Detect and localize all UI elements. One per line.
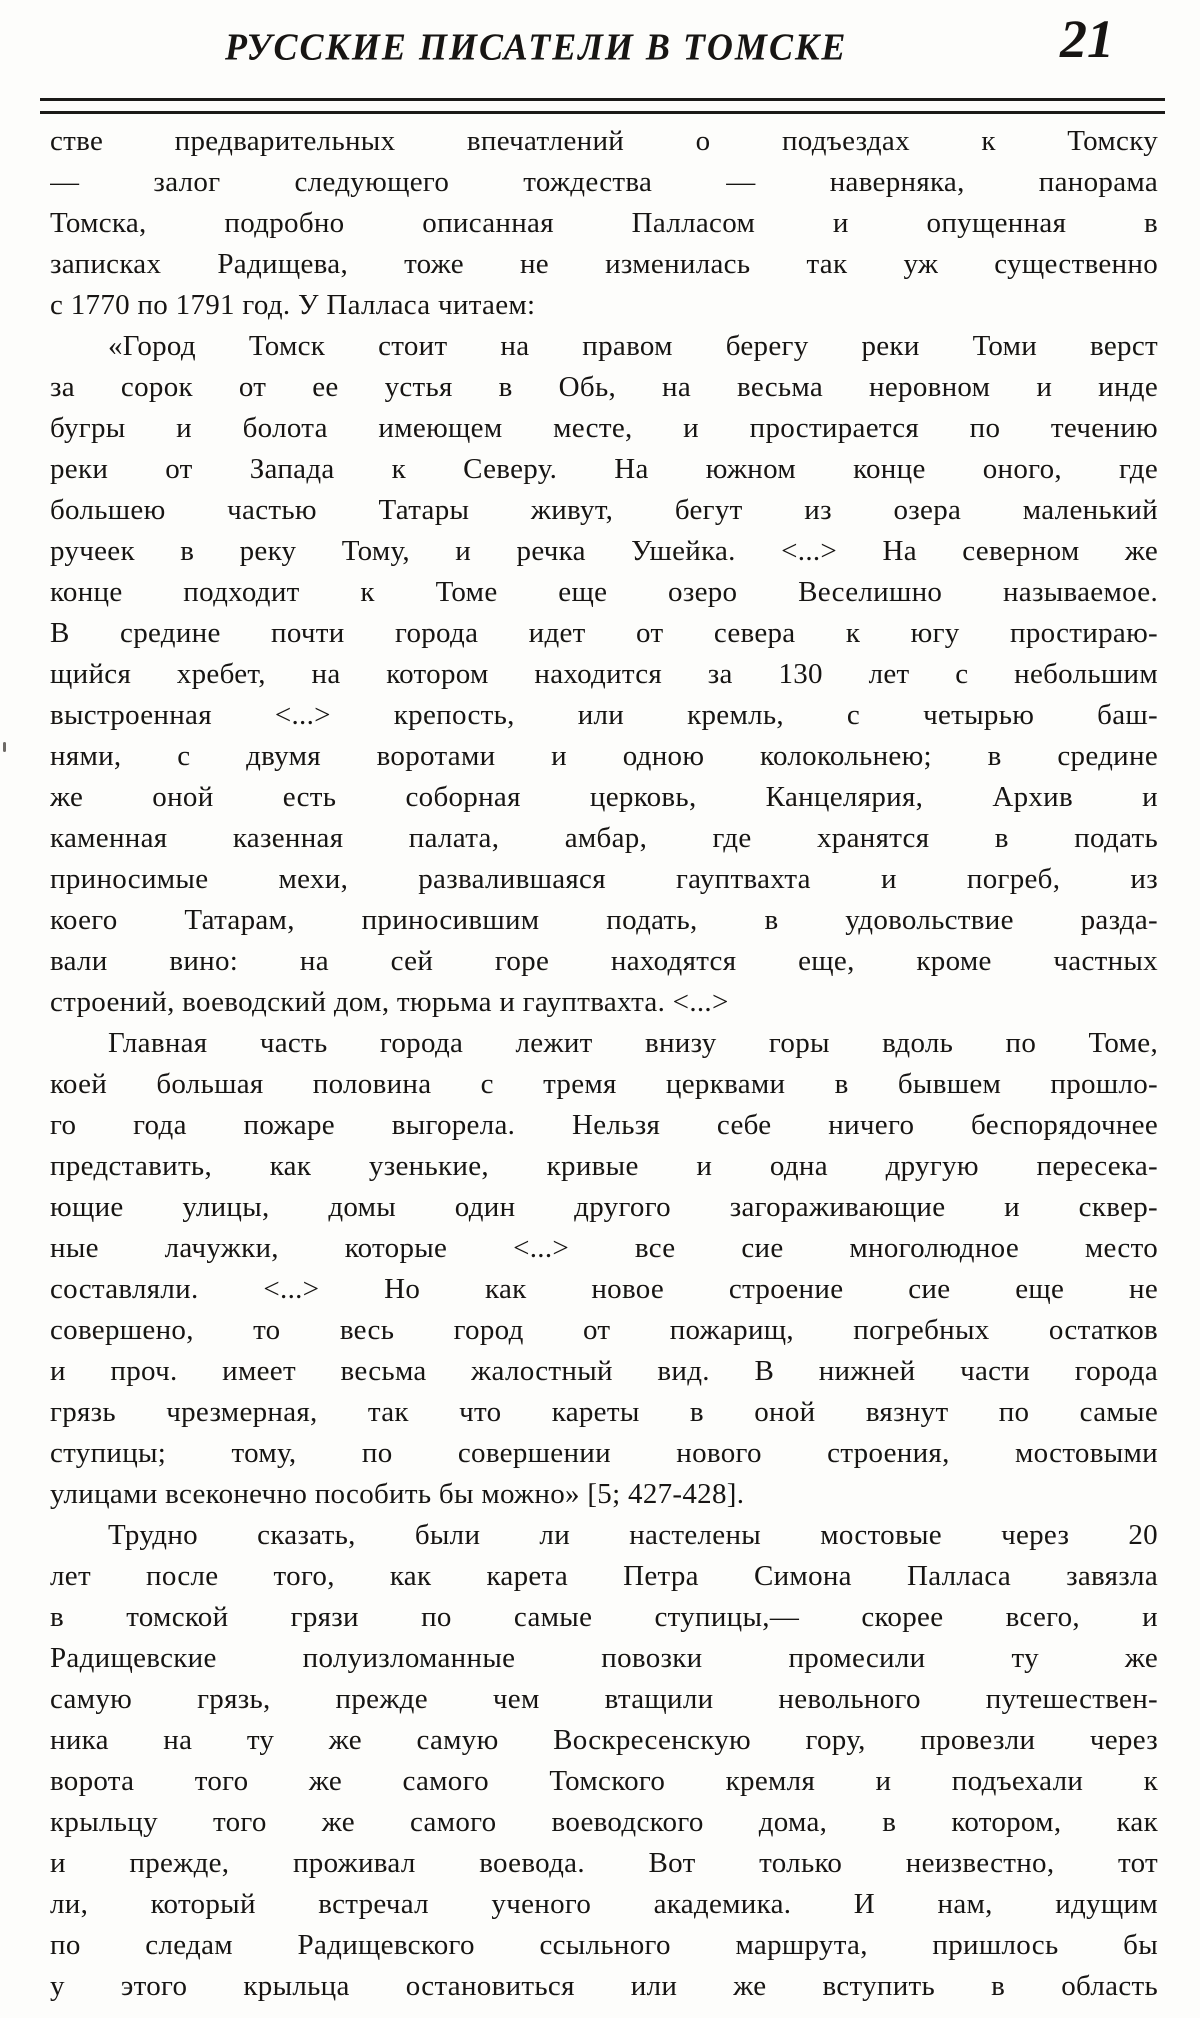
text-line: стве предварительных впечатлений о подъездах к Томску xyxy=(50,125,1158,157)
text-line: щийся хребет, на котором находится за 130 лет с небольшим xyxy=(50,658,1158,690)
text-line: В средине почти города идет от севера к югу простираю- xyxy=(50,617,1158,649)
text-line: у этого крыльца остановиться или же вступить в область xyxy=(50,1970,1158,2002)
text-line: записках Радищева, тоже не изменилась так уж существенно xyxy=(50,248,1158,280)
text-line: — залог следующего тождества — наверняка, панорама xyxy=(50,166,1158,198)
text-line: ника на ту же самую Воскресенскую гору, провезли через xyxy=(50,1724,1158,1756)
text-line: большею частью Татары живут, бегут из озера маленький xyxy=(50,494,1158,526)
text-line: нями, с двумя воротами и одною колокольнею; в средине xyxy=(50,740,1158,772)
text-line: каменная казенная палата, амбар, где хранятся в подать xyxy=(50,822,1158,854)
text-line: выстроенная <...> крепость, или кремль, с четырью баш- xyxy=(50,699,1158,731)
text-line: реки от Запада к Северу. На южном конце оного, где xyxy=(50,453,1158,485)
text-line: конце подходит к Томе еще озеро Веселишно называемое. xyxy=(50,576,1158,608)
text-line: Радищевские полуизломанные повозки промесили ту же xyxy=(50,1642,1158,1674)
text-line: бугры и болота имеющем месте, и простирается по течению xyxy=(50,412,1158,444)
text-line: ворота того же самого Томского кремля и подъехали к xyxy=(50,1765,1158,1797)
text-line: самую грязь, прежде чем втащили невольного путешествен- xyxy=(50,1683,1158,1715)
text-line: за сорок от ее устья в Обь, на весьма неровном и инде xyxy=(50,371,1158,403)
header-double-rule xyxy=(40,98,1165,114)
text-line: в томской грязи по самые ступицы,— скорее всего, и xyxy=(50,1601,1158,1633)
text-line: коей большая половина с тремя церквами в бывшем прошло- xyxy=(50,1068,1158,1100)
text-line: и прежде, проживал воевода. Вот только неизвестно, тот xyxy=(50,1847,1158,1879)
text-line: коего Татарам, приносившим подать, в удовольствие разда- xyxy=(50,904,1158,936)
page-header xyxy=(0,0,1200,96)
text-line: с 1770 по 1791 год. У Палласа читаем: xyxy=(50,289,536,321)
text-line: «Город Томск стоит на правом берегу реки Томи верст xyxy=(108,330,1158,362)
text-line: по следам Радищевского ссыльного маршрута, пришлось бы xyxy=(50,1929,1158,1961)
text-line: вали вино: на сей горе находятся еще, кроме частных xyxy=(50,945,1158,977)
text-line: ющие улицы, домы один другого загораживающие и сквер- xyxy=(50,1191,1158,1223)
text-line: представить, как узенькие, кривые и одна другую пересека- xyxy=(50,1150,1158,1182)
text-line: составляли. <...> Но как новое строение сие еще не xyxy=(50,1273,1158,1305)
scan-speck xyxy=(3,742,6,752)
text-line: грязь чрезмерная, так что кареты в оной вязнут по самые xyxy=(50,1396,1158,1428)
text-line: приносимые мехи, развалившаяся гауптвахта и погреб, из xyxy=(50,863,1158,895)
body-text xyxy=(50,121,1158,2007)
text-line: Главная часть города лежит внизу горы вдоль по Томе, xyxy=(108,1027,1158,1059)
text-line: ручеек в реку Тому, и речка Ушейка. <...> На северном же xyxy=(50,535,1158,567)
text-line: Томска, подробно описанная Палласом и опущенная в xyxy=(50,207,1158,239)
text-line: и проч. имеет весьма жалостный вид. В нижней части города xyxy=(50,1355,1158,1387)
text-line: го года пожаре выгорела. Нельзя себе ничего беспорядочнее xyxy=(50,1109,1158,1141)
text-line: ступицы; тому, по совершении нового строения, мостовыми xyxy=(50,1437,1158,1469)
text-line: совершено, то весь город от пожарищ, погребных остатков xyxy=(50,1314,1158,1346)
page-number: 21 xyxy=(1060,9,1114,69)
text-line: лет после того, как карета Петра Симона Палласа завязла xyxy=(50,1560,1158,1592)
text-line: улицами всеконечно пособить бы можно» [5; 427-428]. xyxy=(50,1478,745,1510)
running-title: РУССКИЕ ПИСАТЕЛИ В ТОМСКЕ xyxy=(225,26,848,68)
text-line: строений, воеводский дом, тюрьма и гауптвахта. <...> xyxy=(50,986,729,1018)
text-line: ли, который встречал ученого академика. И нам, идущим xyxy=(50,1888,1158,1920)
text-line: ные лачужки, которые <...> все сие многолюдное место xyxy=(50,1232,1158,1264)
text-line: крыльцу того же самого воеводского дома, в котором, как xyxy=(50,1806,1158,1838)
text-line: же оной есть соборная церковь, Канцелярия, Архив и xyxy=(50,781,1158,813)
text-line: Трудно сказать, были ли настелены мостовые через 20 xyxy=(108,1519,1158,1551)
